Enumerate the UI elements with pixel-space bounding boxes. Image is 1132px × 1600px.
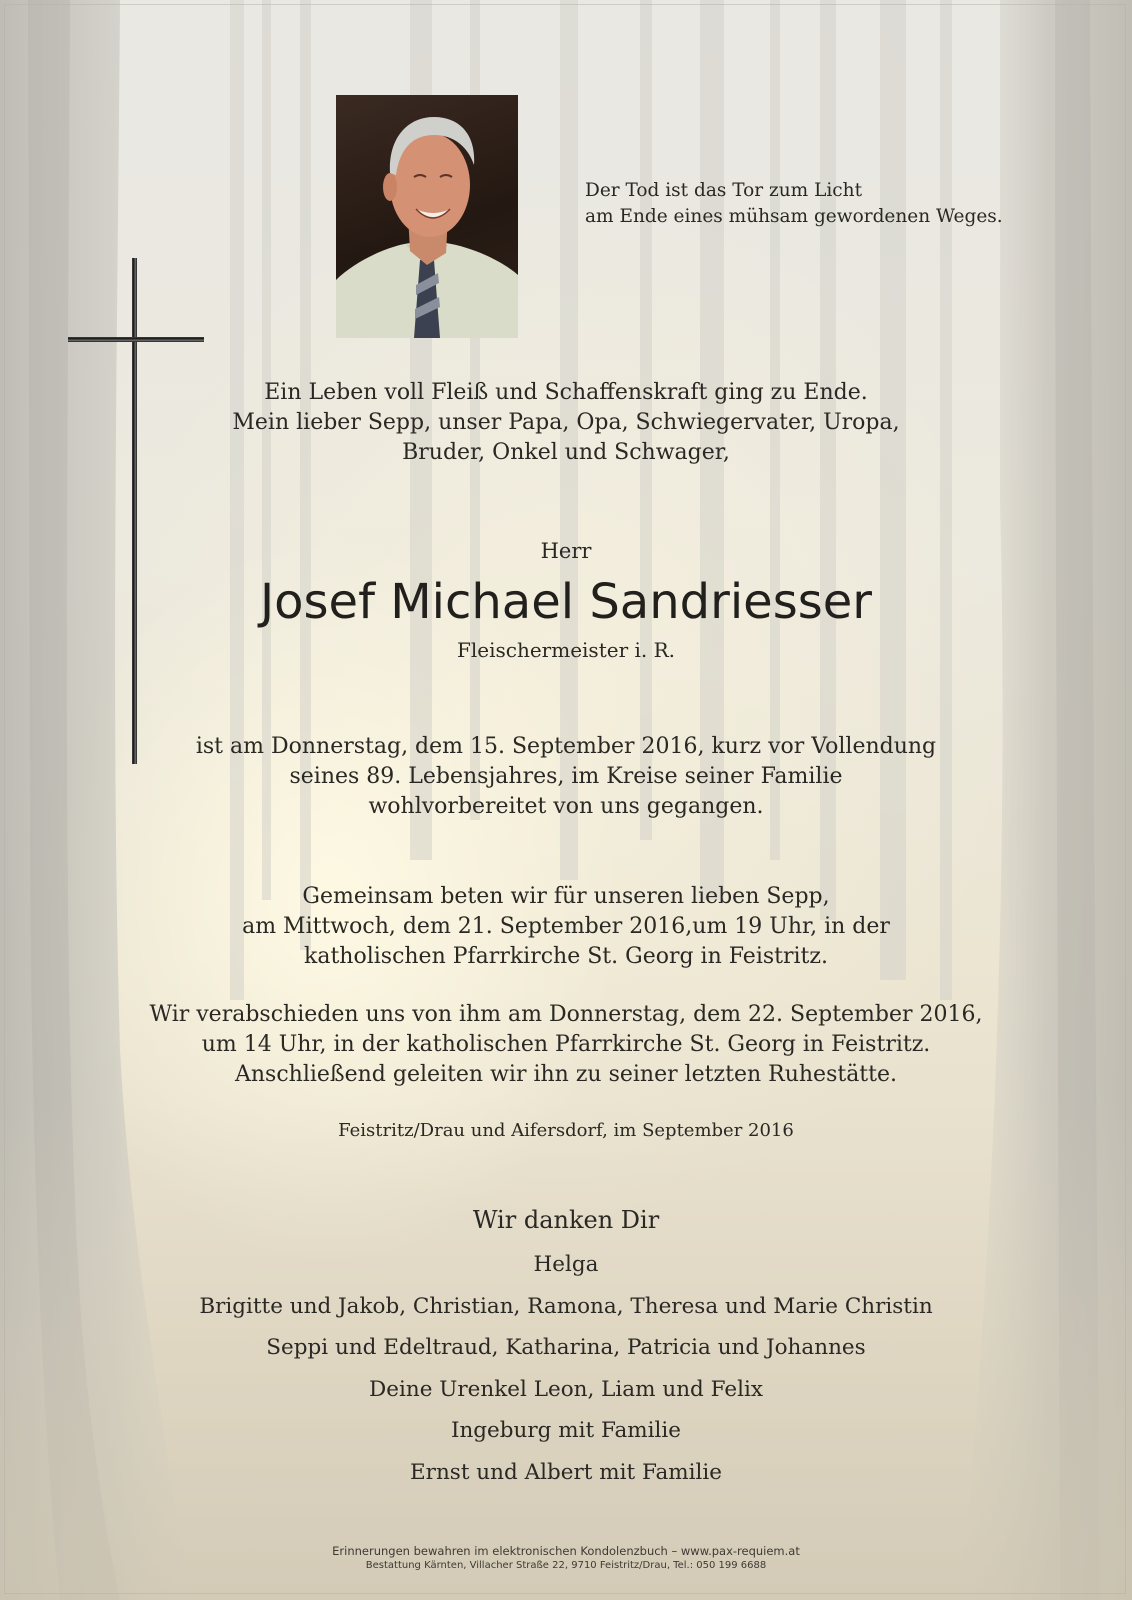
- mourner-line: Helga: [533, 1252, 599, 1277]
- cross-horizontal-bar: [68, 337, 204, 342]
- cross-vertical-bar: [132, 258, 137, 764]
- prayer-line-2: am Mittwoch, dem 21. September 2016,um 19 Uhr, in der: [242, 914, 890, 939]
- salutation: Herr: [540, 539, 592, 563]
- intro-line-1: Ein Leben voll Fleiß und Schaffenskraft ging zu Ende.: [264, 380, 868, 405]
- intro-text: [0, 378, 1132, 468]
- prayer-line-3: katholischen Pfarrkirche St. Georg in Feistritz.: [304, 944, 828, 969]
- mourners-list: [0, 1244, 1132, 1493]
- farewell-notice: [0, 1000, 1132, 1090]
- deceased-name: Josef Michael Sandriesser: [260, 574, 872, 630]
- death-line-2: seines 89. Lebensjahres, im Kreise seiner Familie: [289, 764, 843, 789]
- footer: [0, 1543, 1132, 1573]
- death-notice: [0, 732, 1132, 822]
- quote-line-1: Der Tod ist das Tor zum Licht: [585, 180, 863, 201]
- profession: Fleischermeister i. R.: [456, 638, 676, 662]
- mourner-line: Deine Urenkel Leon, Liam und Felix: [369, 1376, 763, 1402]
- mourner-line: Seppi und Edeltraud, Katharina, Patricia und Johannes: [266, 1335, 866, 1360]
- thanks-heading: Wir danken Dir: [472, 1206, 660, 1234]
- intro-line-2: Mein lieber Sepp, unser Papa, Opa, Schwiegervater, Uropa,: [232, 410, 900, 435]
- prayer-notice: [0, 882, 1132, 972]
- mourner-line: Ernst und Albert mit Familie: [409, 1459, 722, 1485]
- farewell-line-3: Anschließend geleiten wir ihn zu seiner letzten Ruhestätte.: [234, 1062, 898, 1087]
- prayer-line-1: Gemeinsam beten wir für unseren lieben Sepp,: [302, 884, 830, 909]
- farewell-line-1: Wir verabschieden uns von ihm am Donnerstag, dem 22. September 2016,: [149, 1002, 983, 1027]
- quote: [585, 178, 1025, 230]
- death-line-3: wohlvorbereitet von uns gegangen.: [368, 794, 764, 819]
- death-line-1: ist am Donnerstag, dem 15. September 2016, kurz vor Vollendung: [195, 734, 937, 759]
- mourner-line: Brigitte und Jakob, Christian, Ramona, Theresa und Marie Christin: [199, 1293, 933, 1319]
- footer-condolence-line: Erinnerungen bewahren im elektronischen Kondolenzbuch – www.pax-requiem.at: [332, 1544, 800, 1558]
- quote-line-2: am Ende eines mühsam gewordenen Weges.: [585, 206, 1003, 227]
- intro-line-3: Bruder, Onkel und Schwager,: [402, 440, 730, 465]
- mourner-line: Ingeburg mit Familie: [450, 1418, 682, 1443]
- portrait-illustration: [336, 95, 518, 338]
- portrait-photo: [336, 95, 518, 338]
- place-date: Feistritz/Drau und Aifersdorf, im September 2016: [338, 1120, 794, 1141]
- footer-address-line: Bestattung Kärnten, Villacher Straße 22, 9710 Feistritz/Drau, Tel.: 050 199 6688: [365, 1560, 767, 1571]
- farewell-line-2: um 14 Uhr, in der katholischen Pfarrkirche St. Georg in Feistritz.: [201, 1032, 931, 1057]
